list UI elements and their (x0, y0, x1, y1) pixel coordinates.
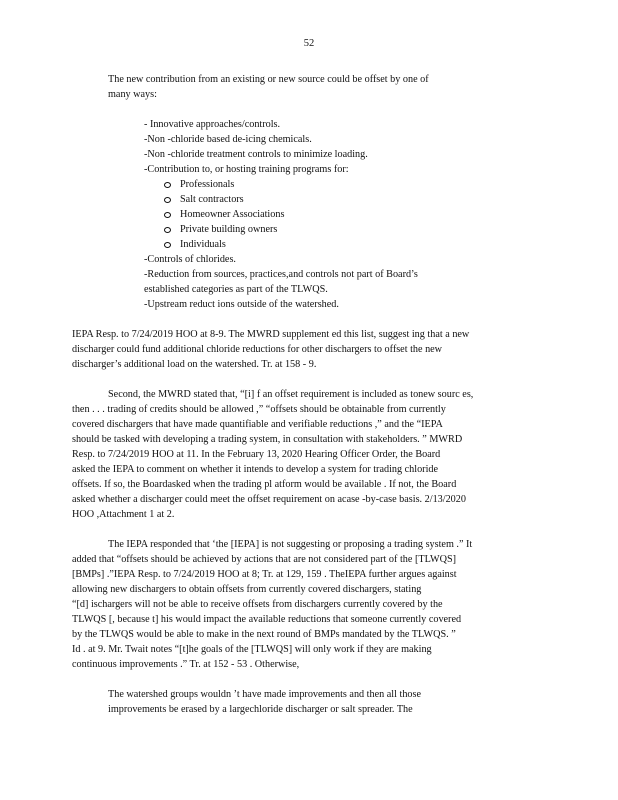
text-line: improvements be erased by a largechloride discharger or salt spreader. The (108, 704, 413, 715)
text-line: should be tasked with developing a trading system, in consultation with stakeholders. ” MWRD (72, 434, 463, 445)
text-line: added that “offsets should be achieved by actions that are not considered part of the [TLWQS] (72, 554, 457, 565)
text-line: [BMPs] .”IEPA Resp. to 7/24/2019 HOO at 8; Tr. at 129, 159 . TheIEPA further argues against (72, 569, 457, 580)
text-line: TLWQS [, because t] his would impact the available reductions that someone currently covered (72, 614, 462, 625)
text-line: discharger could fund additional chloride reductions for other dischargers to offset the new (72, 344, 443, 355)
intro-paragraph (108, 72, 528, 102)
circle-bullet-icon (164, 182, 171, 188)
list-item: - Innovative approaches/controls. (144, 119, 281, 130)
list-item: -Contribution to, or hosting training programs for: (144, 164, 349, 175)
text-line: The new contribution from an existing or new source could be offset by one of (108, 74, 429, 85)
text-line: HOO ,Attachment 1 at 2. (72, 509, 175, 520)
circle-bullet-icon (164, 227, 171, 233)
text-line: IEPA Resp. to 7/24/2019 HOO at 8-9. The MWRD supplement ed this list, suggest ing that a new (72, 329, 470, 340)
list-item: -Reduction from sources, practices,and controls not part of Board’s (144, 269, 418, 280)
training-sublist (162, 177, 474, 252)
paragraph-1 (72, 327, 547, 372)
sub-list-item: Homeowner Associations (162, 207, 474, 222)
text-line: The watershed groups wouldn ’t have made improvements and then all those (108, 689, 421, 700)
text-line: asked the IEPA to comment on whether it intends to develop a system for trading chloride (72, 464, 439, 475)
block-quote (108, 687, 528, 717)
text-line: “[d] ischargers will not be able to receive offsets from dischargers currently covered by the (72, 599, 443, 610)
offset-options-list (144, 117, 474, 312)
circle-bullet-icon (164, 242, 171, 248)
list-item: -Upstream reduct ions outside of the watershed. (144, 299, 339, 310)
text-line: offsets. If so, the Boardasked when the trading pl atform would be available . If not, the Board (72, 479, 457, 490)
text-line: by the TLWQS would be able to make in the next round of BMPs mandated by the TLWQS. ” (72, 629, 456, 640)
list-item: established categories as part of the TLWQS. (144, 284, 328, 295)
circle-bullet-icon (164, 212, 171, 218)
text-line: covered dischargers that have made quantifiable and verifiable reductions ,” and the “IEPA (72, 419, 443, 430)
sub-list-item: Salt contractors (162, 192, 474, 207)
text-line: Id . at 9. Mr. Twait notes “[t]he goals of the [TLWQS] will only work if they are making (72, 644, 432, 655)
list-item: -Controls of chlorides. (144, 254, 236, 265)
text-line: Second, the MWRD stated that, “[i] f an offset requirement is included as tonew sourc es, (108, 389, 474, 400)
paragraph-3 (72, 537, 547, 672)
list-item: -Non -chloride treatment controls to minimize loading. (144, 149, 368, 160)
text-line: asked whether a discharger could meet the offset requirement on acase -by-case basis. 2/13/2020 (72, 494, 466, 505)
circle-bullet-icon (164, 197, 171, 203)
paragraph-2 (72, 387, 547, 522)
sub-list-item: Private building owners (162, 222, 474, 237)
list-item: -Non -chloride based de-icing chemicals. (144, 134, 312, 145)
sub-list-item: Professionals (162, 177, 474, 192)
text-line: continuous improvements .” Tr. at 152 - 53 . Otherwise, (72, 659, 300, 670)
sub-list-item: Individuals (162, 237, 474, 252)
text-line: then . . . trading of credits should be allowed ,” “offsets should be obtainable from currently (72, 404, 446, 415)
page-number: 52 (303, 38, 315, 49)
text-line: discharger’s additional load on the watershed. Tr. at 158 - 9. (72, 359, 317, 370)
text-line: Resp. to 7/24/2019 HOO at 11. In the February 13, 2020 Hearing Officer Order, the Board (72, 449, 441, 460)
text-line: allowing new dischargers to obtain offsets from currently covered dischargers, stating (72, 584, 422, 595)
text-line: many ways: (108, 89, 157, 100)
text-line: The IEPA responded that ‘the [IEPA] is not suggesting or proposing a trading system .” It (108, 539, 473, 550)
